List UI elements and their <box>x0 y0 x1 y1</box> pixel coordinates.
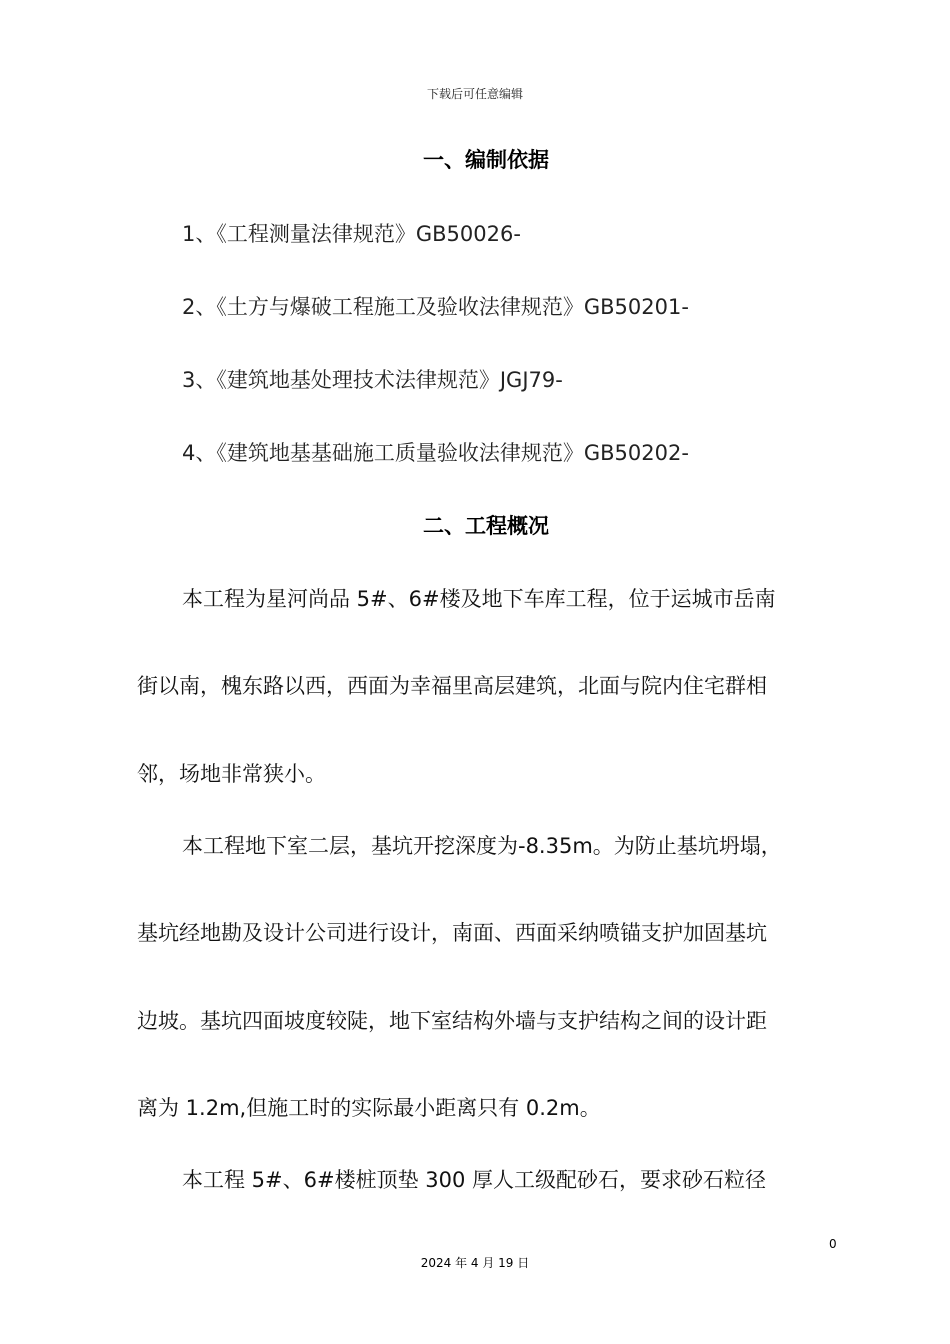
header-note: 下载后可任意编辑 <box>426 87 523 101</box>
page-number: 0 <box>829 1237 837 1251</box>
paragraph-line: 基坑经地勘及设计公司进行设计，南面、西面采纳喷锚支护加固基坑 <box>137 921 767 945</box>
footer-date: 2024 年 4 月 19 日 <box>420 1256 530 1270</box>
reference-item: 1、《工程测量法律规范》GB50026- <box>182 222 521 246</box>
paragraph-line: 边坡。基坑四面坡度较陡，地下室结构外墙与支护结构之间的设计距 <box>137 1009 767 1033</box>
reference-item: 2、《土方与爆破工程施工及验收法律规范》GB50201- <box>182 295 689 319</box>
paragraph-line: 本工程 5#、6#楼桩顶垫 300 厚人工级配砂石，要求砂石粒径 <box>182 1168 767 1192</box>
reference-item: 3、《建筑地基处理技术法律规范》JGJ79- <box>182 368 563 392</box>
reference-item: 4、《建筑地基基础施工质量验收法律规范》GB50202- <box>182 441 689 465</box>
paragraph-line: 本工程为星河尚品 5#、6#楼及地下车库工程，位于运城市岳南 <box>182 587 776 611</box>
paragraph-line: 本工程地下室二层，基坑开挖深度为-8.35m。为防止基坑坍塌， <box>182 834 782 858</box>
paragraph-line: 邻，场地非常狭小。 <box>137 762 326 786</box>
paragraph-line: 街以南，槐东路以西，西面为幸福里高层建筑，北面与院内住宅群相 <box>137 674 767 698</box>
section-title-overview: 二、工程概况 <box>423 514 549 538</box>
paragraph-line: 离为 1.2m,但施工时的实际最小距离只有 0.2m。 <box>137 1096 601 1120</box>
section-title-basis: 一、编制依据 <box>423 148 549 172</box>
